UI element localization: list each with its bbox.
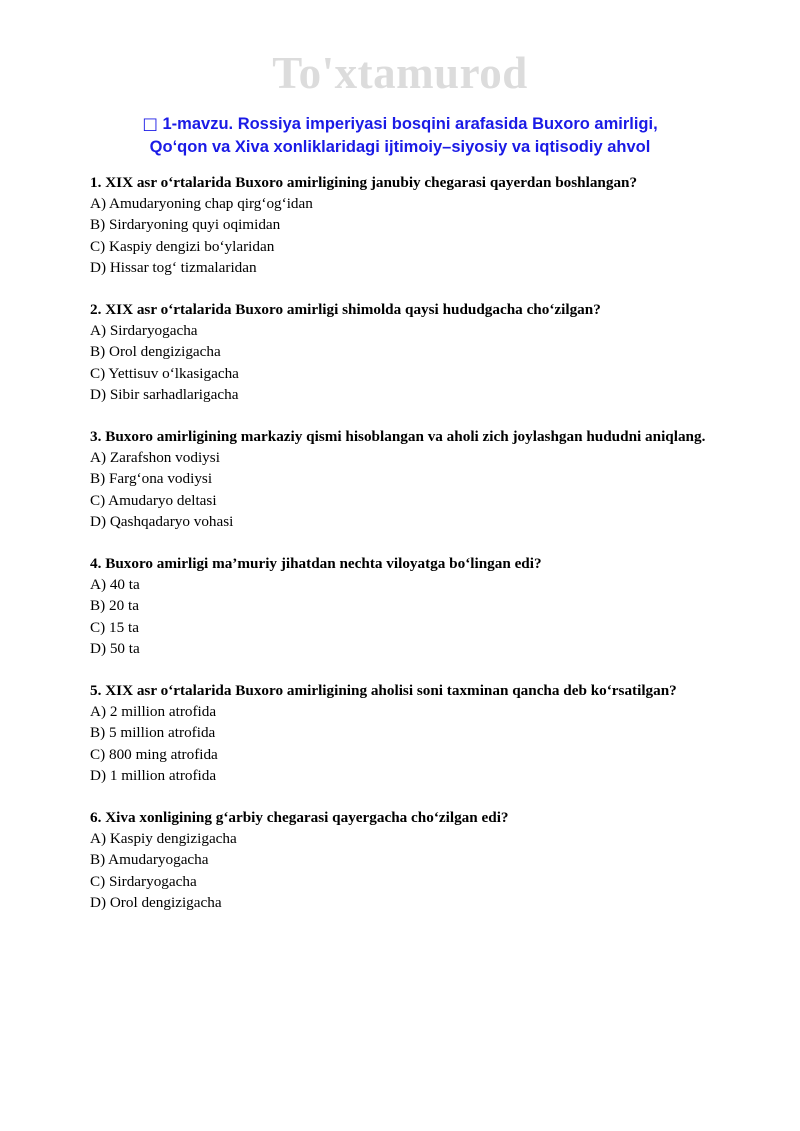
question-block xyxy=(90,172,710,278)
answer-option[interactable]: D) Hissar tog‘ tizmalaridan xyxy=(90,258,257,276)
watermark-text: To'xtamurod xyxy=(272,48,528,98)
question-block xyxy=(90,426,710,532)
question-block xyxy=(90,553,710,659)
question-block xyxy=(90,807,710,913)
missing-glyph-icon: □ xyxy=(142,114,158,133)
questions-list xyxy=(90,172,710,913)
answer-option[interactable]: A) Kaspiy dengizigacha xyxy=(90,830,237,848)
answer-option[interactable]: B) Amudaryogacha xyxy=(90,851,209,869)
answer-option[interactable]: D) Orol dengizigacha xyxy=(90,893,222,911)
answer-option[interactable]: C) 15 ta xyxy=(90,618,139,636)
answer-option[interactable]: C) Kaspiy dengizi bo‘ylaridan xyxy=(90,237,275,255)
question-text: 4. Buxoro amirligi ma’muriy jihatdan nechta viloyatga bo‘lingan edi? xyxy=(90,555,542,573)
answer-option[interactable]: A) Amudaryoning chap qirg‘og‘idan xyxy=(90,195,313,213)
answer-option[interactable]: B) Orol dengizigacha xyxy=(90,343,221,361)
answer-option[interactable]: C) 800 ming atrofida xyxy=(90,745,218,763)
question-text: 6. Xiva xonligining g‘arbiy chegarasi qayergacha cho‘zilgan edi? xyxy=(90,809,509,827)
answer-options xyxy=(90,447,710,532)
answer-option[interactable]: A) 40 ta xyxy=(90,576,140,594)
title-line-2: Qo‘qon va Xiva xonliklaridagi ijtimoiy–siyosiy va iqtisodiy ahvol xyxy=(149,138,651,156)
answer-option[interactable]: C) Sirdaryogacha xyxy=(90,872,197,890)
answer-options xyxy=(90,320,710,405)
answer-option[interactable]: D) 50 ta xyxy=(90,639,140,657)
answer-option[interactable]: B) 20 ta xyxy=(90,597,139,615)
question-text: 3. Buxoro amirligining markaziy qismi hisoblangan va aholi zich joylashgan hududni aniqlang. xyxy=(90,428,706,446)
answer-options xyxy=(90,193,710,278)
question-block xyxy=(90,299,710,405)
answer-option[interactable]: C) Yettisuv o‘lkasigacha xyxy=(90,364,239,382)
answer-option[interactable]: D) Qashqadaryo vohasi xyxy=(90,512,234,530)
answer-option[interactable]: B) Farg‘ona vodiysi xyxy=(90,470,213,488)
answer-options xyxy=(90,574,710,659)
answer-option[interactable]: A) Zarafshon vodiysi xyxy=(90,449,220,467)
answer-options xyxy=(90,828,710,913)
answer-option[interactable]: A) 2 million atrofida xyxy=(90,703,217,721)
answer-option[interactable]: D) Sibir sarhadlarigacha xyxy=(90,385,239,403)
question-text: 2. XIX asr o‘rtalarida Buxoro amirligi shimolda qaysi hududgacha cho‘zilgan? xyxy=(90,301,601,319)
answer-option[interactable]: D) 1 million atrofida xyxy=(90,766,217,784)
answer-option[interactable]: C) Amudaryo deltasi xyxy=(90,491,217,509)
answer-option[interactable]: B) Sirdaryoning quyi oqimidan xyxy=(90,216,281,234)
answer-option[interactable]: B) 5 million atrofida xyxy=(90,724,216,742)
question-text: 1. XIX asr o‘rtalarida Buxoro amirligining janubiy chegarasi qayerdan boshlangan? xyxy=(90,174,638,191)
title-line-1: 1-mavzu. Rossiya imperiyasi bosqini arafasida Buxoro amirligi, xyxy=(162,115,658,133)
question-block xyxy=(90,680,710,786)
question-text: 5. XIX asr o‘rtalarida Buxoro amirligining aholisi soni taxminan qancha deb ko‘rsatilgan? xyxy=(90,682,677,700)
document-title xyxy=(92,112,708,159)
answer-option[interactable]: A) Sirdaryogacha xyxy=(90,322,198,340)
answer-options xyxy=(90,701,710,786)
